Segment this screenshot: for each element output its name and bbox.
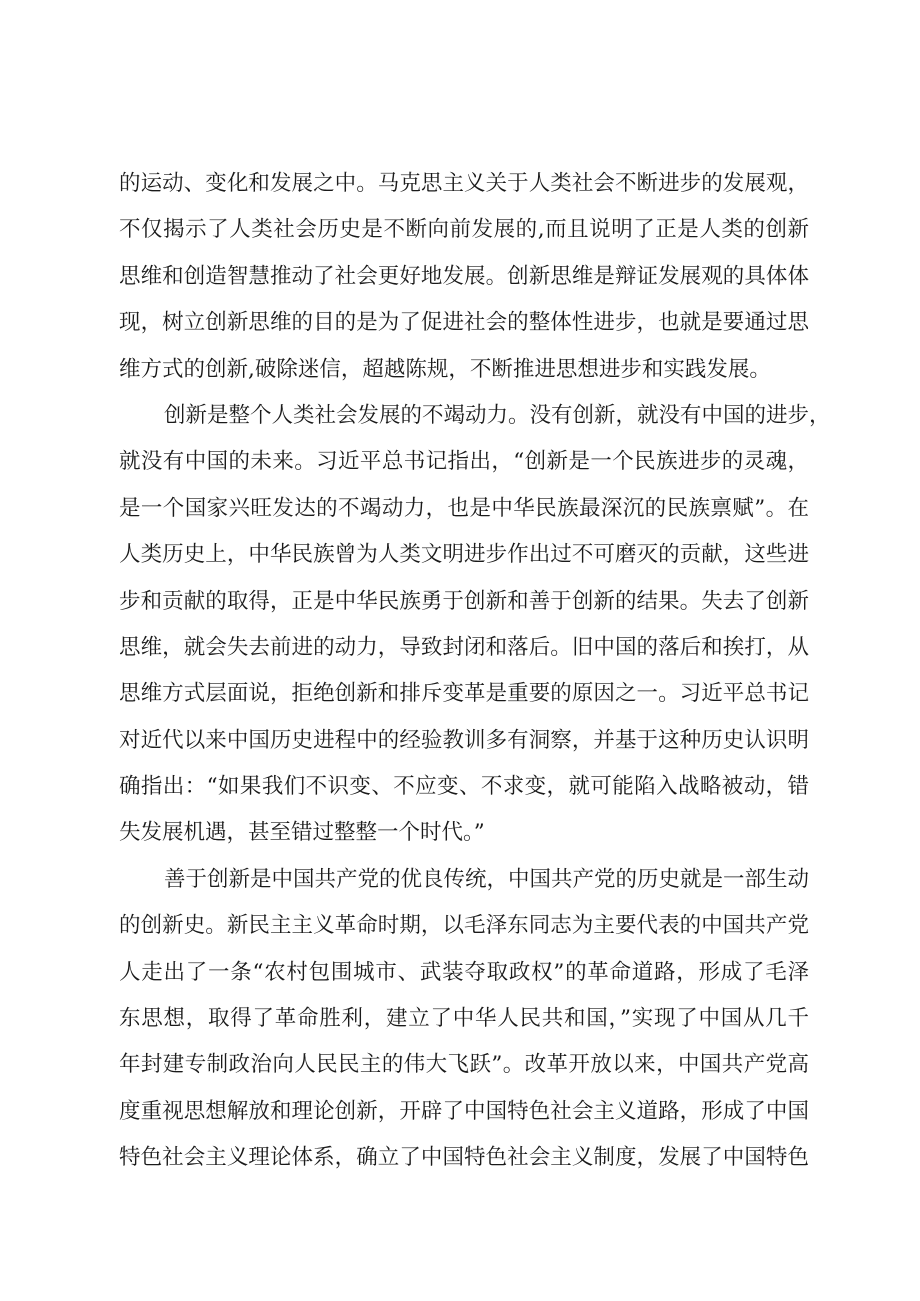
- text-line: 度重视思想解放和理论创新，开辟了中国特色社会主义道路，形成了中国: [119, 1098, 809, 1124]
- text-line: 创新是整个人类社会发展的不竭动力。没有创新，就没有中国的进步，: [164, 402, 831, 428]
- document-body: [119, 161, 831, 1182]
- paragraph-3: [119, 857, 809, 1182]
- text-line: 思维方式层面说，拒绝创新和排斥变革是重要的原因之一。习近平总书记: [119, 681, 809, 707]
- text-line: 步和贡献的取得，正是中华民族勇于创新和善于创新的结果。失去了创新: [119, 588, 809, 614]
- paragraph-2: [119, 393, 831, 857]
- text-line: 善于创新是中国共产党的优良传统，中国共产党的历史就是一部生动: [164, 866, 810, 892]
- text-line: 就没有中国的未来。习近平总书记指出，“创新是一个民族进步的灵魂，: [119, 449, 809, 475]
- text-line: 人类历史上，中华民族曾为人类文明进步作出过不可磨灭的贡献，这些进: [119, 542, 809, 568]
- text-line: 人走出了一条“农村包围城市、武装夺取政权”的革命道路，形成了毛泽: [119, 959, 809, 985]
- text-line: 思维，就会失去前进的动力，导致封闭和落后。旧中国的落后和挨打，从: [119, 634, 809, 660]
- text-line: 失发展机遇，甚至错过整整一个时代。”: [119, 820, 485, 846]
- text-line: 确指出：“如果我们不识变、不应变、不求变，就可能陷入战略被动，错: [119, 774, 809, 800]
- text-line: 现，树立创新思维的目的是为了促进社会的整体性进步，也就是要通过思: [119, 310, 809, 336]
- text-line: 年封建专制政治向人民民主的伟大飞跃”。改革开放以来，中国共产党高: [119, 1052, 809, 1078]
- text-line: 对近代以来中国历史进程中的经验教训多有洞察，并基于这种历史认识明: [119, 727, 809, 753]
- text-line: 不仅揭示了人类社会历史是不断向前发展的,而且说明了正是人类的创新: [119, 217, 809, 243]
- text-line: 东思想，取得了革命胜利，建立了中华人民共和国，”实现了中国从几千: [119, 1006, 809, 1032]
- paragraph-1: [119, 161, 809, 393]
- text-line: 维方式的创新,破除迷信，超越陈规，不断推进思想进步和实践发展。: [119, 356, 771, 382]
- text-line: 的运动、变化和发展之中。马克思主义关于人类社会不断进步的发展观，: [119, 171, 809, 196]
- text-line: 的创新史。新民主主义革命时期，以毛泽东同志为主要代表的中国共产党: [119, 913, 809, 939]
- text-line: 特色社会主义理论体系，确立了中国特色社会主义制度，发展了中国特色: [119, 1145, 809, 1171]
- text-line: 思维和创造智慧推动了社会更好地发展。创新思维是辩证发展观的具体体: [119, 263, 809, 289]
- text-line: 是一个国家兴旺发达的不竭动力，也是中华民族最深沉的民族禀赋”。在: [119, 495, 809, 521]
